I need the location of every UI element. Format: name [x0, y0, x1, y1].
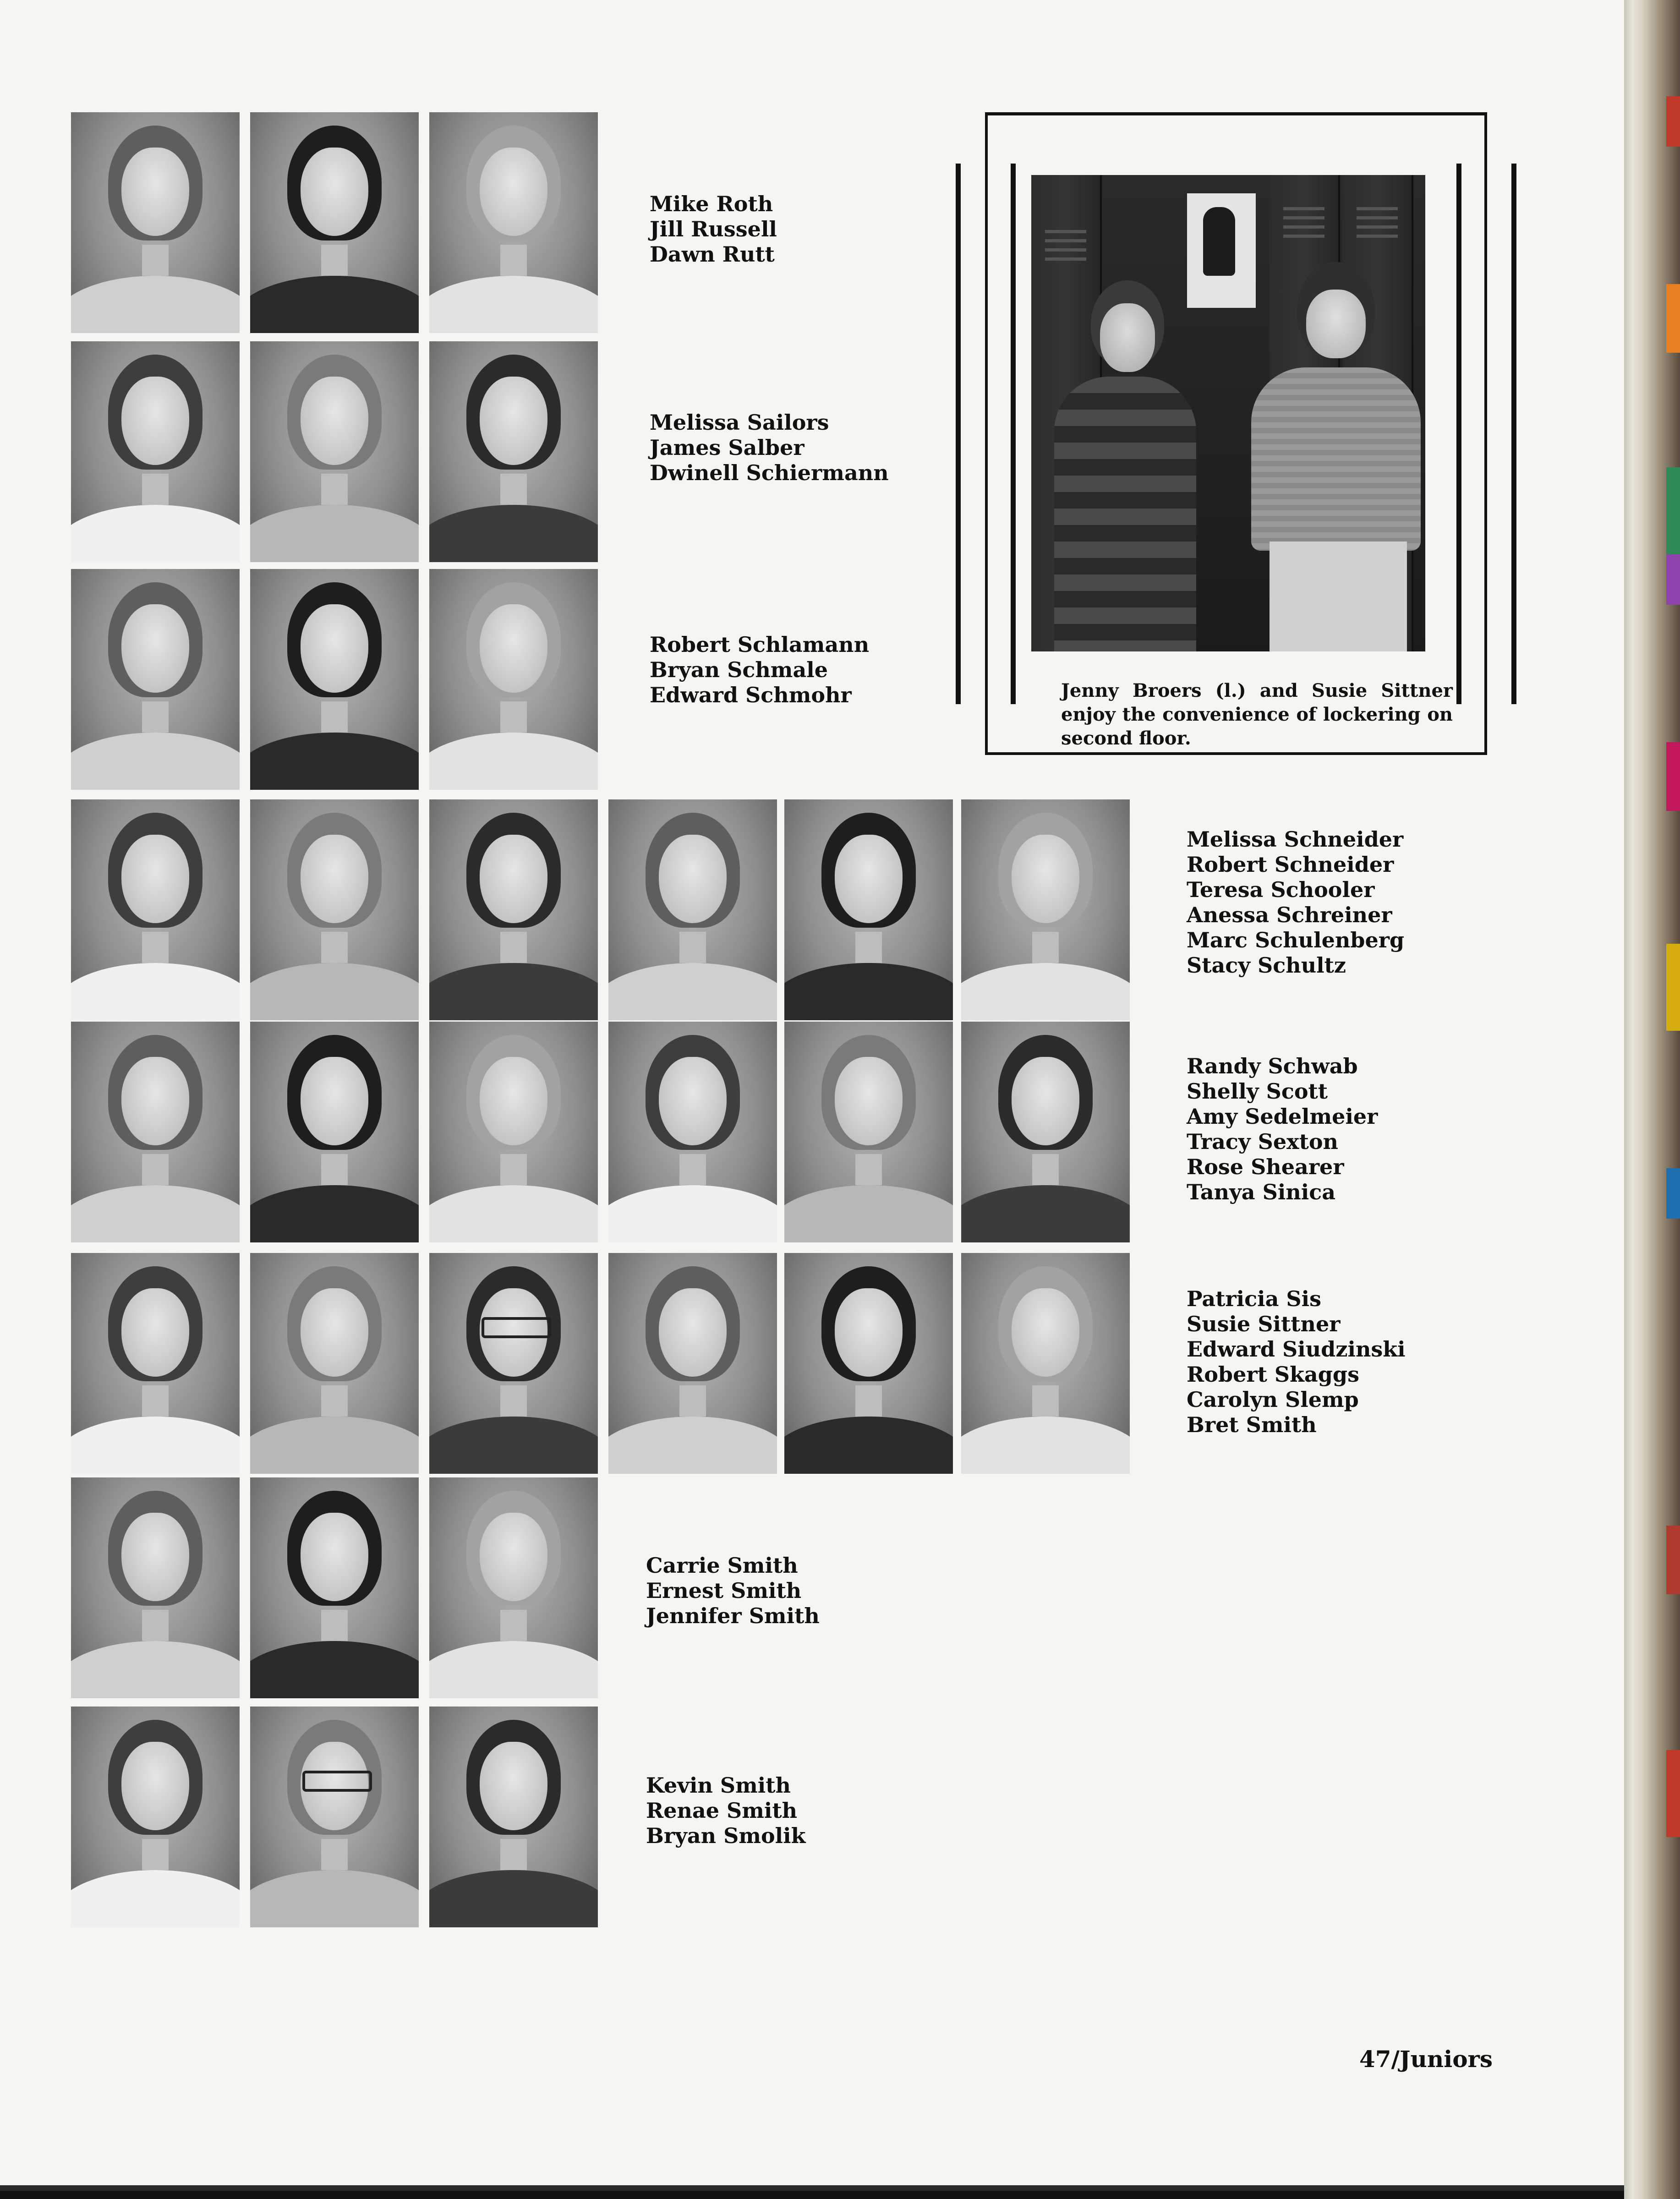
name-list [1187, 1286, 1406, 1438]
student-name: Melissa Schneider [1187, 827, 1404, 852]
student-portrait [71, 799, 240, 1020]
student-portrait [429, 341, 598, 562]
student-portrait [250, 569, 419, 790]
student-name: Renae Smith [646, 1798, 798, 1823]
edge-color-stripe [1666, 554, 1680, 605]
student-name: Susie Sittner [1187, 1312, 1341, 1336]
student-name: Mike Roth [650, 191, 773, 216]
student-portrait [71, 1022, 240, 1242]
student-name: Tanya Sinica [1187, 1180, 1336, 1204]
name-list [650, 410, 889, 486]
student-portrait [608, 799, 777, 1020]
student-name: Dawn Rutt [650, 242, 775, 267]
candid-photo [1031, 175, 1425, 651]
student-portrait [250, 1707, 419, 1927]
student-portrait [250, 341, 419, 562]
person-susie [1251, 262, 1421, 651]
edge-color-stripe [1666, 742, 1680, 811]
student-portrait [71, 569, 240, 790]
student-name: Bryan Smolik [646, 1823, 806, 1848]
student-name: Carrie Smith [646, 1553, 798, 1578]
student-name: Robert Schneider [1187, 852, 1394, 877]
student-name: Tracy Sexton [1187, 1129, 1338, 1154]
student-name: Randy Schwab [1187, 1054, 1358, 1078]
student-name: Carolyn Slemp [1187, 1387, 1359, 1412]
student-name: Teresa Schooler [1187, 877, 1375, 902]
student-portrait [250, 1022, 419, 1242]
page-edge [1624, 0, 1680, 2199]
edge-color-stripe [1666, 1750, 1680, 1837]
student-name: Jill Russell [650, 217, 777, 241]
student-name: Marc Schulenberg [1187, 928, 1405, 952]
student-name: Kevin Smith [646, 1773, 791, 1798]
edge-color-stripe [1666, 96, 1680, 147]
student-portrait [250, 112, 419, 333]
student-portrait [250, 1477, 419, 1698]
student-name: Edward Schmohr [650, 683, 852, 707]
frame-bar [956, 164, 961, 704]
student-name: Melissa Sailors [650, 410, 829, 435]
candid-photo-frame [985, 112, 1487, 755]
student-name: Bryan Schmale [650, 657, 828, 682]
student-name: Edward Siudzinski [1187, 1337, 1406, 1362]
student-portrait [429, 1022, 598, 1242]
student-name: James Salber [650, 435, 804, 460]
frame-bar [1456, 164, 1461, 704]
name-list [1187, 1054, 1378, 1205]
student-name: Amy Sedelmeier [1187, 1104, 1378, 1129]
frame-bar [1011, 164, 1016, 704]
student-portrait [71, 1253, 240, 1474]
student-name: Robert Schlamann [650, 632, 870, 657]
frame-bar [1511, 164, 1516, 704]
page-folio: 47/Juniors [1359, 2046, 1493, 2073]
name-list [646, 1773, 806, 1849]
student-portrait [784, 1253, 953, 1474]
student-portrait [784, 799, 953, 1020]
edge-color-stripe [1666, 467, 1680, 554]
student-name: Jennifer Smith [646, 1603, 820, 1628]
photo-caption: Jenny Broers (l.) and Susie Sittner enjoy the convenience of lockering on second floor. [1061, 680, 1453, 749]
student-name: Robert Skaggs [1187, 1362, 1359, 1387]
student-portrait [71, 1707, 240, 1927]
person-jenny [1050, 280, 1201, 651]
edge-color-stripe [1666, 1168, 1680, 1219]
student-name: Shelly Scott [1187, 1079, 1328, 1104]
name-list [1187, 827, 1404, 978]
student-portrait [961, 1022, 1130, 1242]
student-portrait [250, 799, 419, 1020]
student-portrait [784, 1022, 953, 1242]
student-name: Ernest Smith [646, 1578, 802, 1603]
student-portrait [608, 1253, 777, 1474]
student-portrait [429, 1477, 598, 1698]
student-portrait [429, 799, 598, 1020]
student-name: Stacy Schultz [1187, 953, 1346, 978]
student-portrait [71, 1477, 240, 1698]
student-portrait [961, 1253, 1130, 1474]
student-portrait [429, 569, 598, 790]
student-portrait [429, 1707, 598, 1927]
edge-color-stripe [1666, 284, 1680, 353]
name-list [650, 191, 777, 267]
student-portrait [608, 1022, 777, 1242]
name-list [646, 1553, 820, 1629]
student-portrait [250, 1253, 419, 1474]
edge-color-stripe [1666, 944, 1680, 1031]
student-name: Bret Smith [1187, 1412, 1317, 1437]
edge-color-stripe [1666, 1526, 1680, 1594]
name-list [650, 632, 869, 708]
student-portrait [429, 1253, 598, 1474]
student-name: Dwinell Schiermann [650, 460, 889, 485]
student-name: Rose Shearer [1187, 1154, 1344, 1179]
student-name: Patricia Sis [1187, 1286, 1322, 1311]
student-portrait [961, 799, 1130, 1020]
student-portrait [71, 112, 240, 333]
student-portrait [71, 341, 240, 562]
student-portrait [429, 112, 598, 333]
student-name: Anessa Schreiner [1187, 903, 1392, 927]
